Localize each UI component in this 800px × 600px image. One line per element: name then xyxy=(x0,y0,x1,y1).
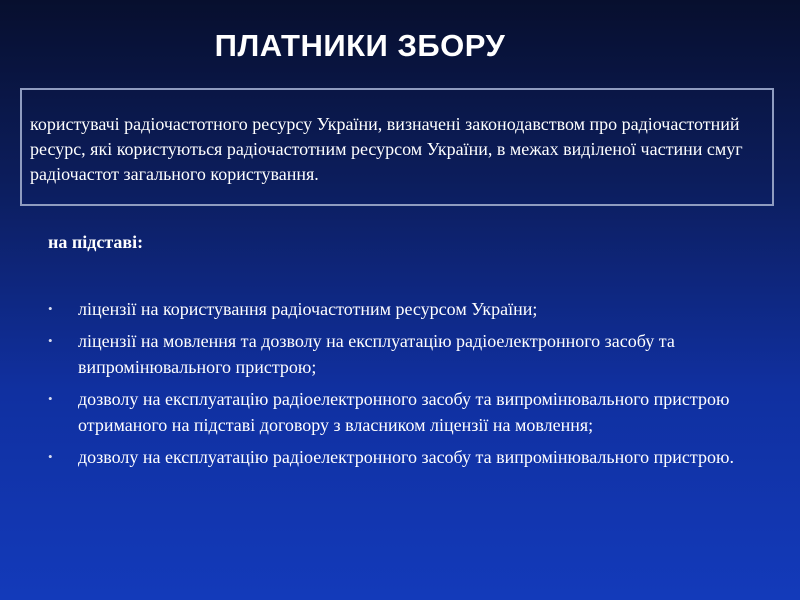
bullet-icon: • xyxy=(48,301,53,316)
list-item-text: дозволу на експлуатацію радіоелектронного засобу та випромінювального пристрою отриманого на підставі договору з власником ліцензії на мовлення; xyxy=(78,389,730,435)
bullet-icon: • xyxy=(48,449,53,464)
list-item-text: ліцензії на користування радіочастотним ресурсом України; xyxy=(78,299,538,319)
slide-title: ПЛАТНИКИ ЗБОРУ xyxy=(214,28,506,63)
definition-box xyxy=(20,88,774,206)
lead-text: на підставі: xyxy=(48,232,144,252)
list-item xyxy=(48,386,748,438)
definition-text: користувачі радіочастотного ресурсу України, визначені законодавством про радіочастотний ресурс, які користуються радіочастотним ресурсом України, в межах виділеної частини смуг радіочастот загального користування. xyxy=(30,114,743,184)
list-item xyxy=(48,444,748,470)
list-item-text: ліцензії на мовлення та дозволу на експлуатацію радіоелектронного засобу та випромінювального пристрою; xyxy=(78,331,675,377)
bullet-icon: • xyxy=(48,333,53,348)
list-item xyxy=(48,296,748,322)
list-item-text: дозволу на експлуатацію радіоелектронного засобу та випромінювального пристрою. xyxy=(78,447,734,467)
list-item xyxy=(48,328,748,380)
bullet-icon: • xyxy=(48,391,53,406)
bullet-list xyxy=(48,296,748,476)
